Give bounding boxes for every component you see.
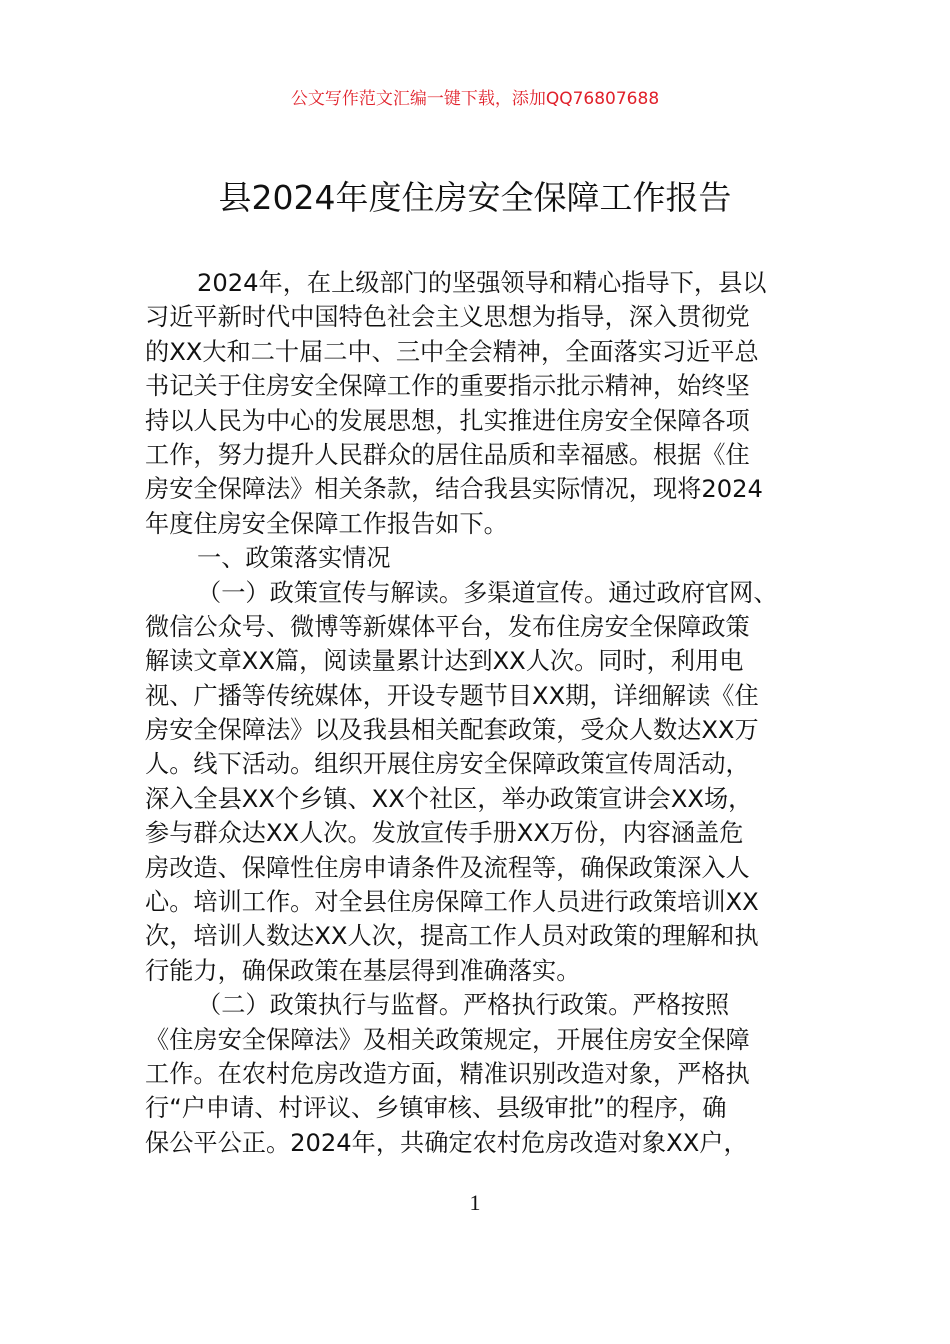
body-text-line: 行“户申请、村评议、乡镇审核、县级审批”的程序，确 bbox=[145, 1094, 727, 1123]
body-text-line: 2024年，在上级部门的坚强领导和精心指导下，县以 bbox=[197, 269, 767, 297]
body-text-line: 解读文章XX篇，阅读量累计达到XX人次。同时，利用电 bbox=[145, 647, 744, 676]
body-text-line: 工作，努力提升人民群众的居住品质和幸福感。根据《住 bbox=[145, 440, 750, 469]
body-text-line: 书记关于住房安全保障工作的重要指示批示精神，始终坚 bbox=[145, 372, 750, 401]
body-text-line: 工作。在农村危房改造方面，精准识别改造对象，严格执 bbox=[145, 1059, 750, 1088]
body-text-line: 《住房安全保障法》及相关政策规定，开展住房安全保障 bbox=[145, 1025, 750, 1054]
page-number: 1 bbox=[469, 1190, 481, 1215]
body-text-line: 房改造、保障性住房申请条件及流程等，确保政策深入人 bbox=[145, 853, 750, 882]
body-text-line: （一）政策宣传与解读。多渠道宣传。通过政府官网、 bbox=[197, 578, 778, 607]
body-text-line: 年度住房安全保障工作报告如下。 bbox=[145, 509, 508, 538]
body-text-line: 房安全保障法》相关条款，结合我县实际情况，现将2024 bbox=[145, 475, 763, 504]
body-text-line: 人。线下活动。组织开展住房安全保障政策宣传周活动， bbox=[145, 750, 750, 779]
body-text-line: 心。培训工作。对全县住房保障工作人员进行政策培训XX bbox=[145, 888, 759, 917]
body-text-line: 持以人民为中心的发展思想，扎实推进住房安全保障各项 bbox=[145, 406, 750, 435]
body-text-line: 微信公众号、微博等新媒体平台，发布住房安全保障政策 bbox=[145, 612, 750, 641]
body-text-line: 一、政策落实情况 bbox=[197, 544, 391, 573]
body-text-line: 参与群众达XX人次。发放宣传手册XX万份，内容涵盖危 bbox=[145, 819, 744, 848]
body-text-line: 深入全县XX个乡镇、XX个社区，举办政策宣讲会XX场， bbox=[145, 784, 753, 813]
watermark-banner: 公文写作范文汇编一键下载，添加QQ76807688 bbox=[290, 89, 660, 109]
document-title: 县2024年度住房安全保障工作报告 bbox=[218, 178, 732, 217]
document-body bbox=[145, 266, 825, 1160]
body-text-line: 习近平新时代中国特色社会主义思想为指导，深入贯彻党 bbox=[145, 303, 750, 332]
body-text-line: 视、广播等传统媒体，开设专题节目XX期，详细解读《住 bbox=[145, 681, 759, 710]
body-text-line: 的XX大和二十届二中、三中全会精神，全面落实习近平总 bbox=[145, 337, 759, 366]
body-text-line: 行能力，确保政策在基层得到准确落实。 bbox=[145, 956, 581, 985]
body-text-line: 保公平公正。2024年，共确定农村危房改造对象XX户， bbox=[145, 1128, 748, 1157]
body-text-line: （二）政策执行与监督。严格执行政策。严格按照 bbox=[197, 991, 730, 1020]
body-text-line: 房安全保障法》以及我县相关配套政策，受众人数达XX万 bbox=[145, 716, 759, 745]
body-text-line: 次，培训人数达XX人次，提高工作人员对政策的理解和执 bbox=[145, 922, 759, 951]
